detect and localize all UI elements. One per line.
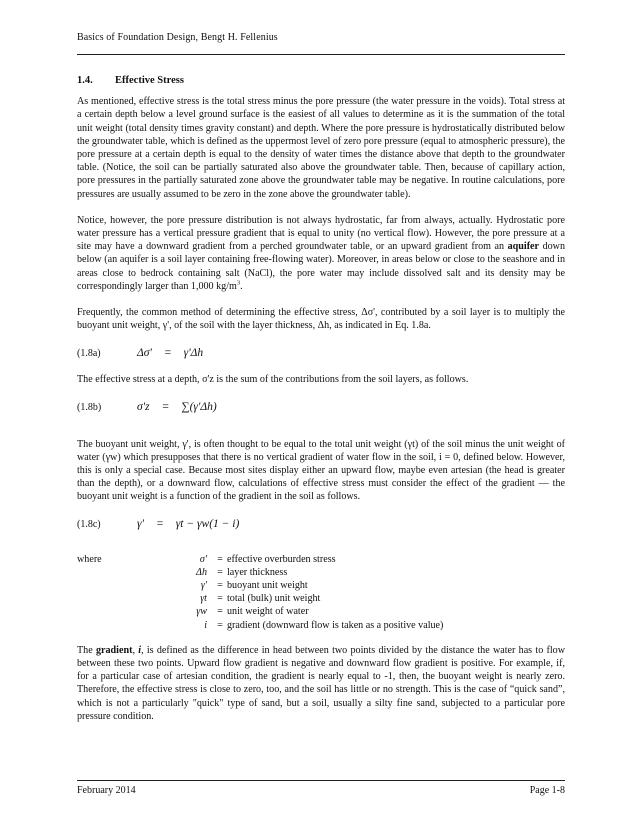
equation-rhs: ∑(γ'Δh)	[181, 401, 217, 414]
equation-1-8b	[77, 400, 565, 416]
definition-text: total (bulk) unit weight	[227, 593, 321, 605]
definition-row	[77, 619, 565, 632]
cubed-superscript: 3	[236, 279, 241, 287]
gradient-term: gradient	[95, 644, 133, 656]
header-rule	[77, 54, 565, 55]
definition-symbol: σ'	[199, 553, 207, 565]
definition-text: layer thickness	[227, 566, 288, 578]
definition-row	[77, 579, 565, 592]
definition-row	[77, 553, 565, 566]
definition-symbol: γ'	[200, 580, 207, 592]
definition-text: effective overburden stress	[227, 553, 336, 565]
aquifer-term: aquifer	[507, 241, 540, 253]
paragraph-2-text-a: Notice, however, the pore pressure distribution is not always hydrostatic, far from always, actually. Hydrostatic pore water pressure has a vertical pressure gradient that is equal to unity (no vertical flow). However, the pore pressure at a site may have a downward gradient from a perched groundwater table, or an upward gradient from an	[77, 214, 565, 253]
definition-row	[77, 605, 565, 618]
equation-label: (1.8c)	[77, 519, 101, 531]
definition-text: gradient (downward flow is taken as a positive value)	[227, 619, 444, 631]
definition-text: buoyant unit weight	[227, 580, 308, 592]
equation-label: (1.8b)	[77, 402, 102, 414]
section-number: 1.4.	[77, 75, 93, 86]
paragraph-6	[77, 644, 565, 723]
equation-label: (1.8a)	[77, 347, 101, 359]
equation-rhs: γt − γw(1 − i)	[175, 518, 240, 531]
equation-lhs: Δσ'	[137, 346, 152, 359]
definition-text: unit weight of water	[227, 606, 309, 618]
definition-equals: =	[217, 619, 223, 631]
definition-equals: =	[217, 606, 223, 618]
definition-equals: =	[217, 593, 223, 605]
equation-operator: =	[156, 518, 164, 531]
definition-row	[77, 592, 565, 605]
definition-equals: =	[217, 566, 223, 578]
equation-lhs: σ'z	[137, 401, 150, 414]
paragraph-2	[77, 214, 565, 293]
definition-symbol: Δh	[196, 566, 207, 578]
footer-rule	[77, 780, 565, 781]
equation-operator: =	[163, 346, 172, 359]
equation-rhs: γ'Δh	[183, 346, 204, 359]
definitions-list	[77, 553, 565, 632]
paragraph-4: The effective stress at a depth, σ'z is the sum of the contributions from the soil layers, as follows.	[77, 374, 469, 386]
paragraph-6-text-a: The	[77, 644, 96, 656]
paragraph-2-text-c: .	[240, 280, 243, 292]
footer-page-number: Page 1-8	[529, 785, 565, 796]
definition-symbol: i	[204, 619, 207, 631]
section-title: Effective Stress	[115, 75, 184, 86]
footer-date: February 2014	[77, 785, 136, 796]
paragraph-5: The buoyant unit weight, γ', is often thought to be equal to the total unit weight (γt) of the soil minus the unit weight of water (γw) which presupposes that there is no vertical gradient of water flow in the soil, i = 0, defined below. However, this is only a special case. Because most sites display either an upward flow, maybe even artesian (the head is greater than the depth), or a downward flow, calculations of effective stress must consider the effect of the gradient — the buoyant unit weight is a function of the gradient in the soil as follows.	[77, 438, 565, 503]
definition-equals: =	[217, 553, 223, 565]
page-body	[77, 74, 565, 736]
definition-symbol: γw	[196, 606, 207, 618]
definition-equals: =	[217, 580, 223, 592]
paragraph-6-text-c: , is defined as the difference in head between two points divided by the distance the water has to flow between these two points. Upward flow gradient is negative and downward flow gradient is positive. For example, if, for a particular case of artesian condition, the gradient is nearly equal to -1, then, the buoyant weight is nearly zero. Therefore, the effective stress is close to zero, too, and the soil has little or no strength. This is the case of “quick sand”, which is not a particularly "quick" type of sand, but a soil, usually a silty fine sand, subjected to a particular pore pressure condition.	[77, 644, 566, 722]
section-heading	[77, 74, 565, 87]
definition-symbol: γt	[200, 593, 207, 605]
equation-1-8c	[77, 517, 565, 533]
running-header: Basics of Foundation Design, Bengt H. Fellenius	[77, 32, 278, 43]
definition-row	[77, 566, 565, 579]
paragraph-1: As mentioned, effective stress is the total stress minus the pore pressure (the water pressure in the voids). Total stress at a certain depth below a level ground surface is the easiest of all values to determine as it is the summation of the total unit weight (total density times gravity constant) and depth. Where the pore pressure is hydrostatically distributed below the groundwater table, which is defined as the uppermost level of zero pore pressure (equal to atmospheric pressure), the pore pressure at a certain depth is equal to the density of water times the distance above that depth to the groundwater table. (Notice, the soil can be partially saturated also above the groundwater table. Then, because of capillary action, pore pressures in the partially saturated zone above the groundwater table may be negative. In routine calculations, pore pressures are usually assumed to be zero in the zone above the groundwater table).	[77, 96, 565, 200]
paragraph-3: Frequently, the common method of determining the effective stress, Δσ', contributed by a soil layer is to multiply the buoyant unit weight, γ', of the soil with the layer thickness, Δh, as indicated in Eq. 1.8a.	[77, 307, 565, 332]
equation-lhs: γ'	[137, 518, 144, 531]
equation-operator: =	[161, 401, 170, 414]
paragraph-6-text-b: ,	[132, 644, 139, 656]
gradient-symbol: i	[138, 644, 142, 656]
where-label: where	[77, 553, 102, 565]
paragraph-2-text-b: down below (an aquifer is a soil layer containing free-flowing water). Moreover, in areas below or close to the seashore and in areas close to bedrock containing salt (NaCl), the pore water may include dissolved salt and its density may be correspondingly larger than 1,000 kg/m	[77, 241, 565, 292]
equation-1-8a	[77, 345, 565, 361]
